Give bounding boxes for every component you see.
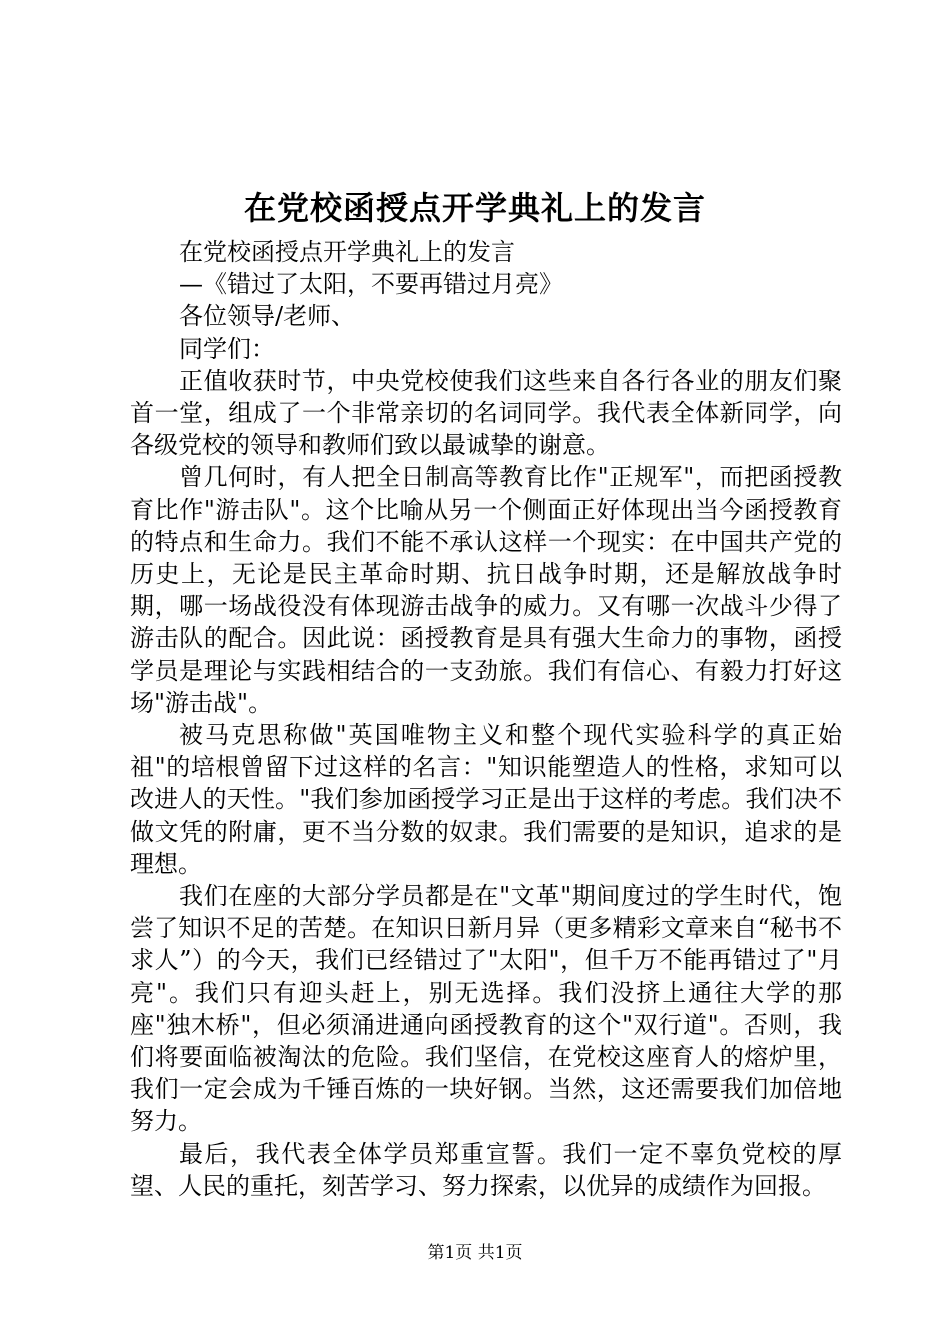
paragraph-3: 被马克思称做"英国唯物主义和整个现代实验科学的真正始祖"的培根曾留下过这样的名言："知识能塑造人的性格，求知可以改进人的天性。"我们参加函授学习正是出于这样的考虑。我们决不做文凭的附庸，更不当分数的奴隶。我们需要的是知识，追求的是理想。	[130, 721, 842, 878]
page-footer: 第1页 共1页	[427, 1243, 523, 1263]
paragraph-2: 曾几何时，有人把全日制高等教育比作"正规军"，而把函授教育比作"游击队"。这个比喻从另一个侧面正好体现出当今函授教育的特点和生命力。我们不能不承认这样一个现实：在中国共产党的历史上，无论是民主革命时期、抗日战争时期，还是解放战争时期，哪一场战役没有体现游击战争的威力。又有哪一次战斗少得了游击队的配合。因此说：函授教育是具有强大生命力的事物，函授学员是理论与实践相结合的一支劲旅。我们有信心、有毅力打好这场"游击战"。	[130, 463, 842, 717]
intro-line-greeting: 同学们：	[179, 334, 275, 363]
intro-line-salutation: 各位领导/老师、	[179, 302, 356, 331]
paragraph-5: 最后，我代表全体学员郑重宣誓。我们一定不辜负党校的厚望、人民的重托，刻苦学习、努力探索，以优异的成绩作为回报。	[130, 1139, 842, 1200]
document-title: 在党校函授点开学典礼上的发言	[243, 189, 706, 227]
paragraph-1: 正值收获时节，中央党校使我们这些来自各行各业的朋友们聚首一堂，组成了一个非常亲切的名词同学。我代表全体新同学，向各级党校的领导和教师们致以最诚挚的谢意。	[130, 366, 842, 460]
intro-line-subtitle: —《错过了太阳，不要再错过月亮》	[179, 270, 563, 299]
intro-line-title: 在党校函授点开学典礼上的发言	[179, 238, 515, 266]
paragraph-4: 我们在座的大部分学员都是在"文革"期间度过的学生时代，饱尝了知识不足的苦楚。在知识日新月异（更多精彩文章来自“秘书不求人”）的今天，我们已经错过了"太阳"，但千万不能再错过了"月亮"。我们只有迎头赶上，别无选择。我们没挤上通往大学的那座"独木桥"，但必须涌进通向函授教育的这个"双行道"。否则，我们将要面临被淘汰的危险。我们坚信，在党校这座育人的熔炉里，我们一定会成为千锤百炼的一块好钢。当然，这还需要我们加倍地努力。	[130, 882, 842, 1136]
document-body	[130, 236, 842, 1202]
